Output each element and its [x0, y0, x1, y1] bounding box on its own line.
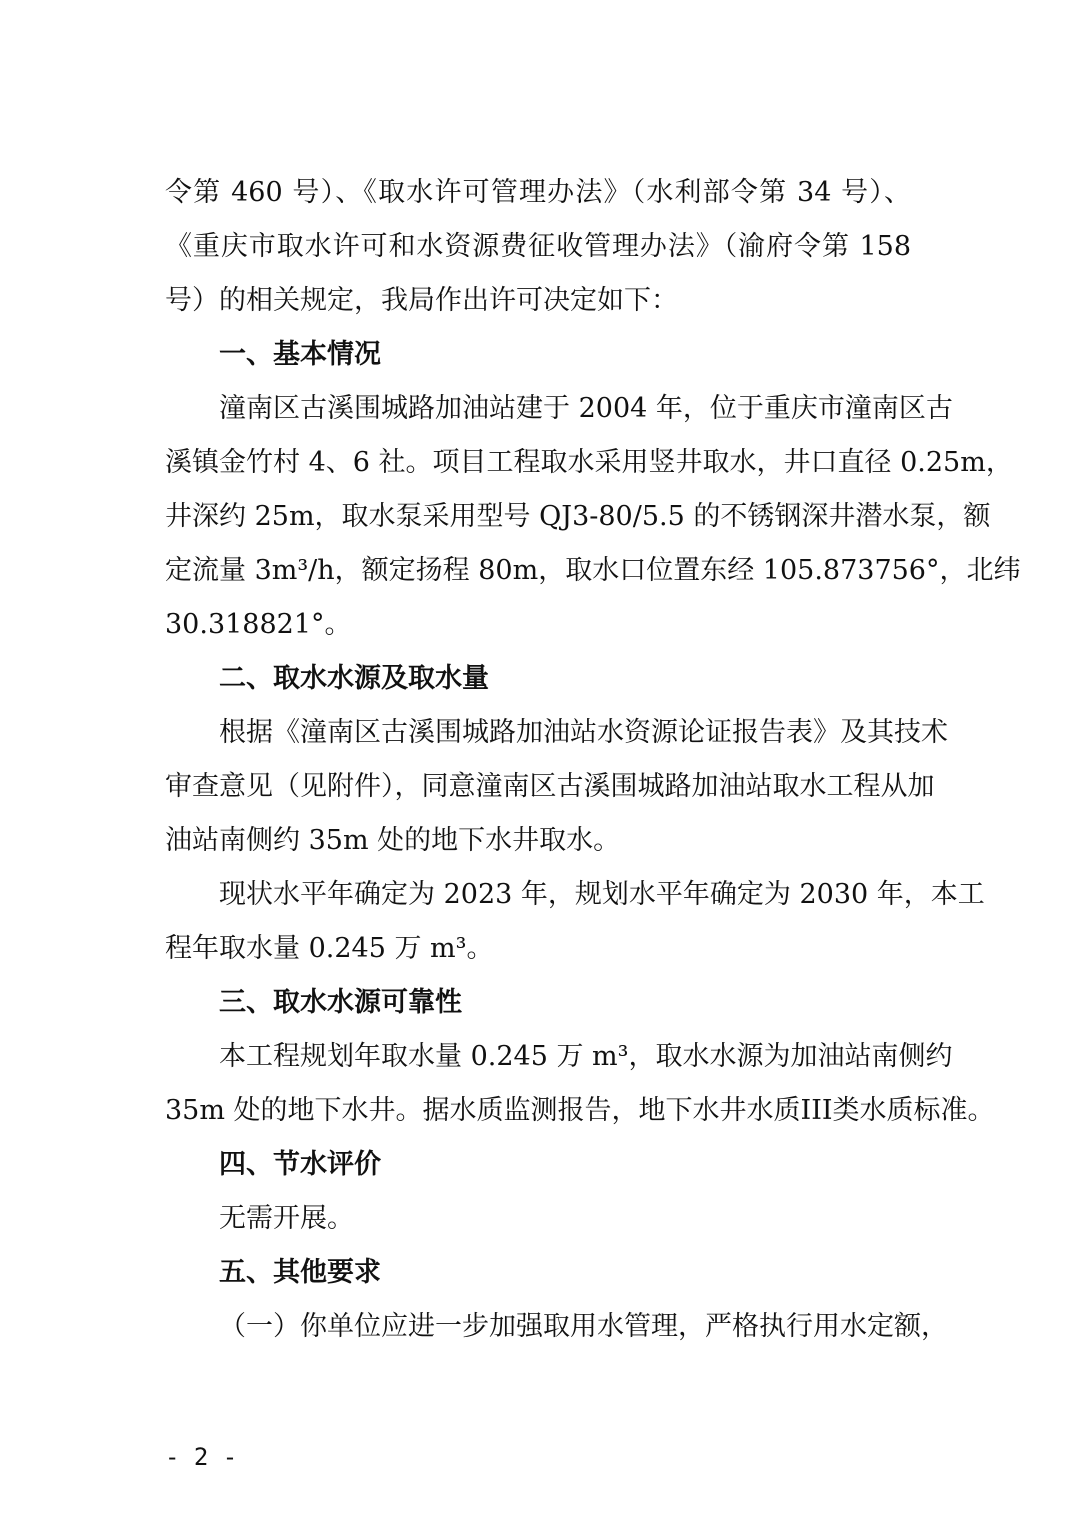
paragraph-line: 30.318821°。 — [165, 609, 352, 640]
section-heading-water-source: 二、取水水源及取水量 — [219, 663, 489, 694]
paragraph-line: 根据《潼南区古溪围城路加油站水资源论证报告表》及其技术 — [219, 717, 948, 748]
paragraph-line: 号）的相关规定，我局作出许可决定如下： — [165, 285, 678, 316]
paragraph-line: 《重庆市取水许可和水资源费征收管理办法》（渝府令第 158 — [165, 231, 911, 262]
paragraph-line: 潼南区古溪围城路加油站建于 2004 年，位于重庆市潼南区古 — [219, 393, 953, 424]
paragraph-line: 本工程规划年取水量 0.245 万 m³，取水水源为加油站南侧约 — [219, 1041, 953, 1072]
paragraph-line: 定流量 3m³/h，额定扬程 80m，取水口位置东经 105.873756°，北纬 — [165, 555, 1021, 586]
paragraph-line: 令第 460 号）、《取水许可管理办法》（水利部令第 34 号）、 — [165, 177, 911, 208]
paragraph-line: 溪镇金竹村 4、6 社。项目工程取水采用竖井取水，井口直径 0.25m， — [165, 447, 1013, 478]
paragraph-line: 油站南侧约 35m 处的地下水井取水。 — [165, 825, 621, 856]
paragraph-line: 无需开展。 — [219, 1203, 354, 1234]
section-heading-basic-info: 一、基本情况 — [219, 339, 381, 370]
paragraph-line: 审查意见（见附件），同意潼南区古溪围城路加油站取水工程从加 — [165, 771, 935, 802]
paragraph-line: （一）你单位应进一步加强取用水管理，严格执行用水定额， — [219, 1311, 948, 1342]
paragraph-line: 程年取水量 0.245 万 m³。 — [165, 933, 494, 964]
document-body — [165, 166, 1021, 1354]
section-heading-water-saving: 四、节水评价 — [219, 1149, 381, 1180]
paragraph-line: 井深约 25m，取水泵采用型号 QJ3-80/5.5 的不锈钢深井潜水泵，额 — [165, 501, 991, 532]
page-number: - 2 - — [165, 1443, 238, 1471]
section-heading-other-requirements: 五、其他要求 — [219, 1257, 381, 1288]
paragraph-line: 35m 处的地下水井。据水质监测报告，地下水井水质III类水质标准。 — [165, 1095, 995, 1126]
section-heading-reliability: 三、取水水源可靠性 — [219, 987, 462, 1018]
paragraph-line: 现状水平年确定为 2023 年，规划水平年确定为 2030 年，本工 — [219, 879, 985, 910]
